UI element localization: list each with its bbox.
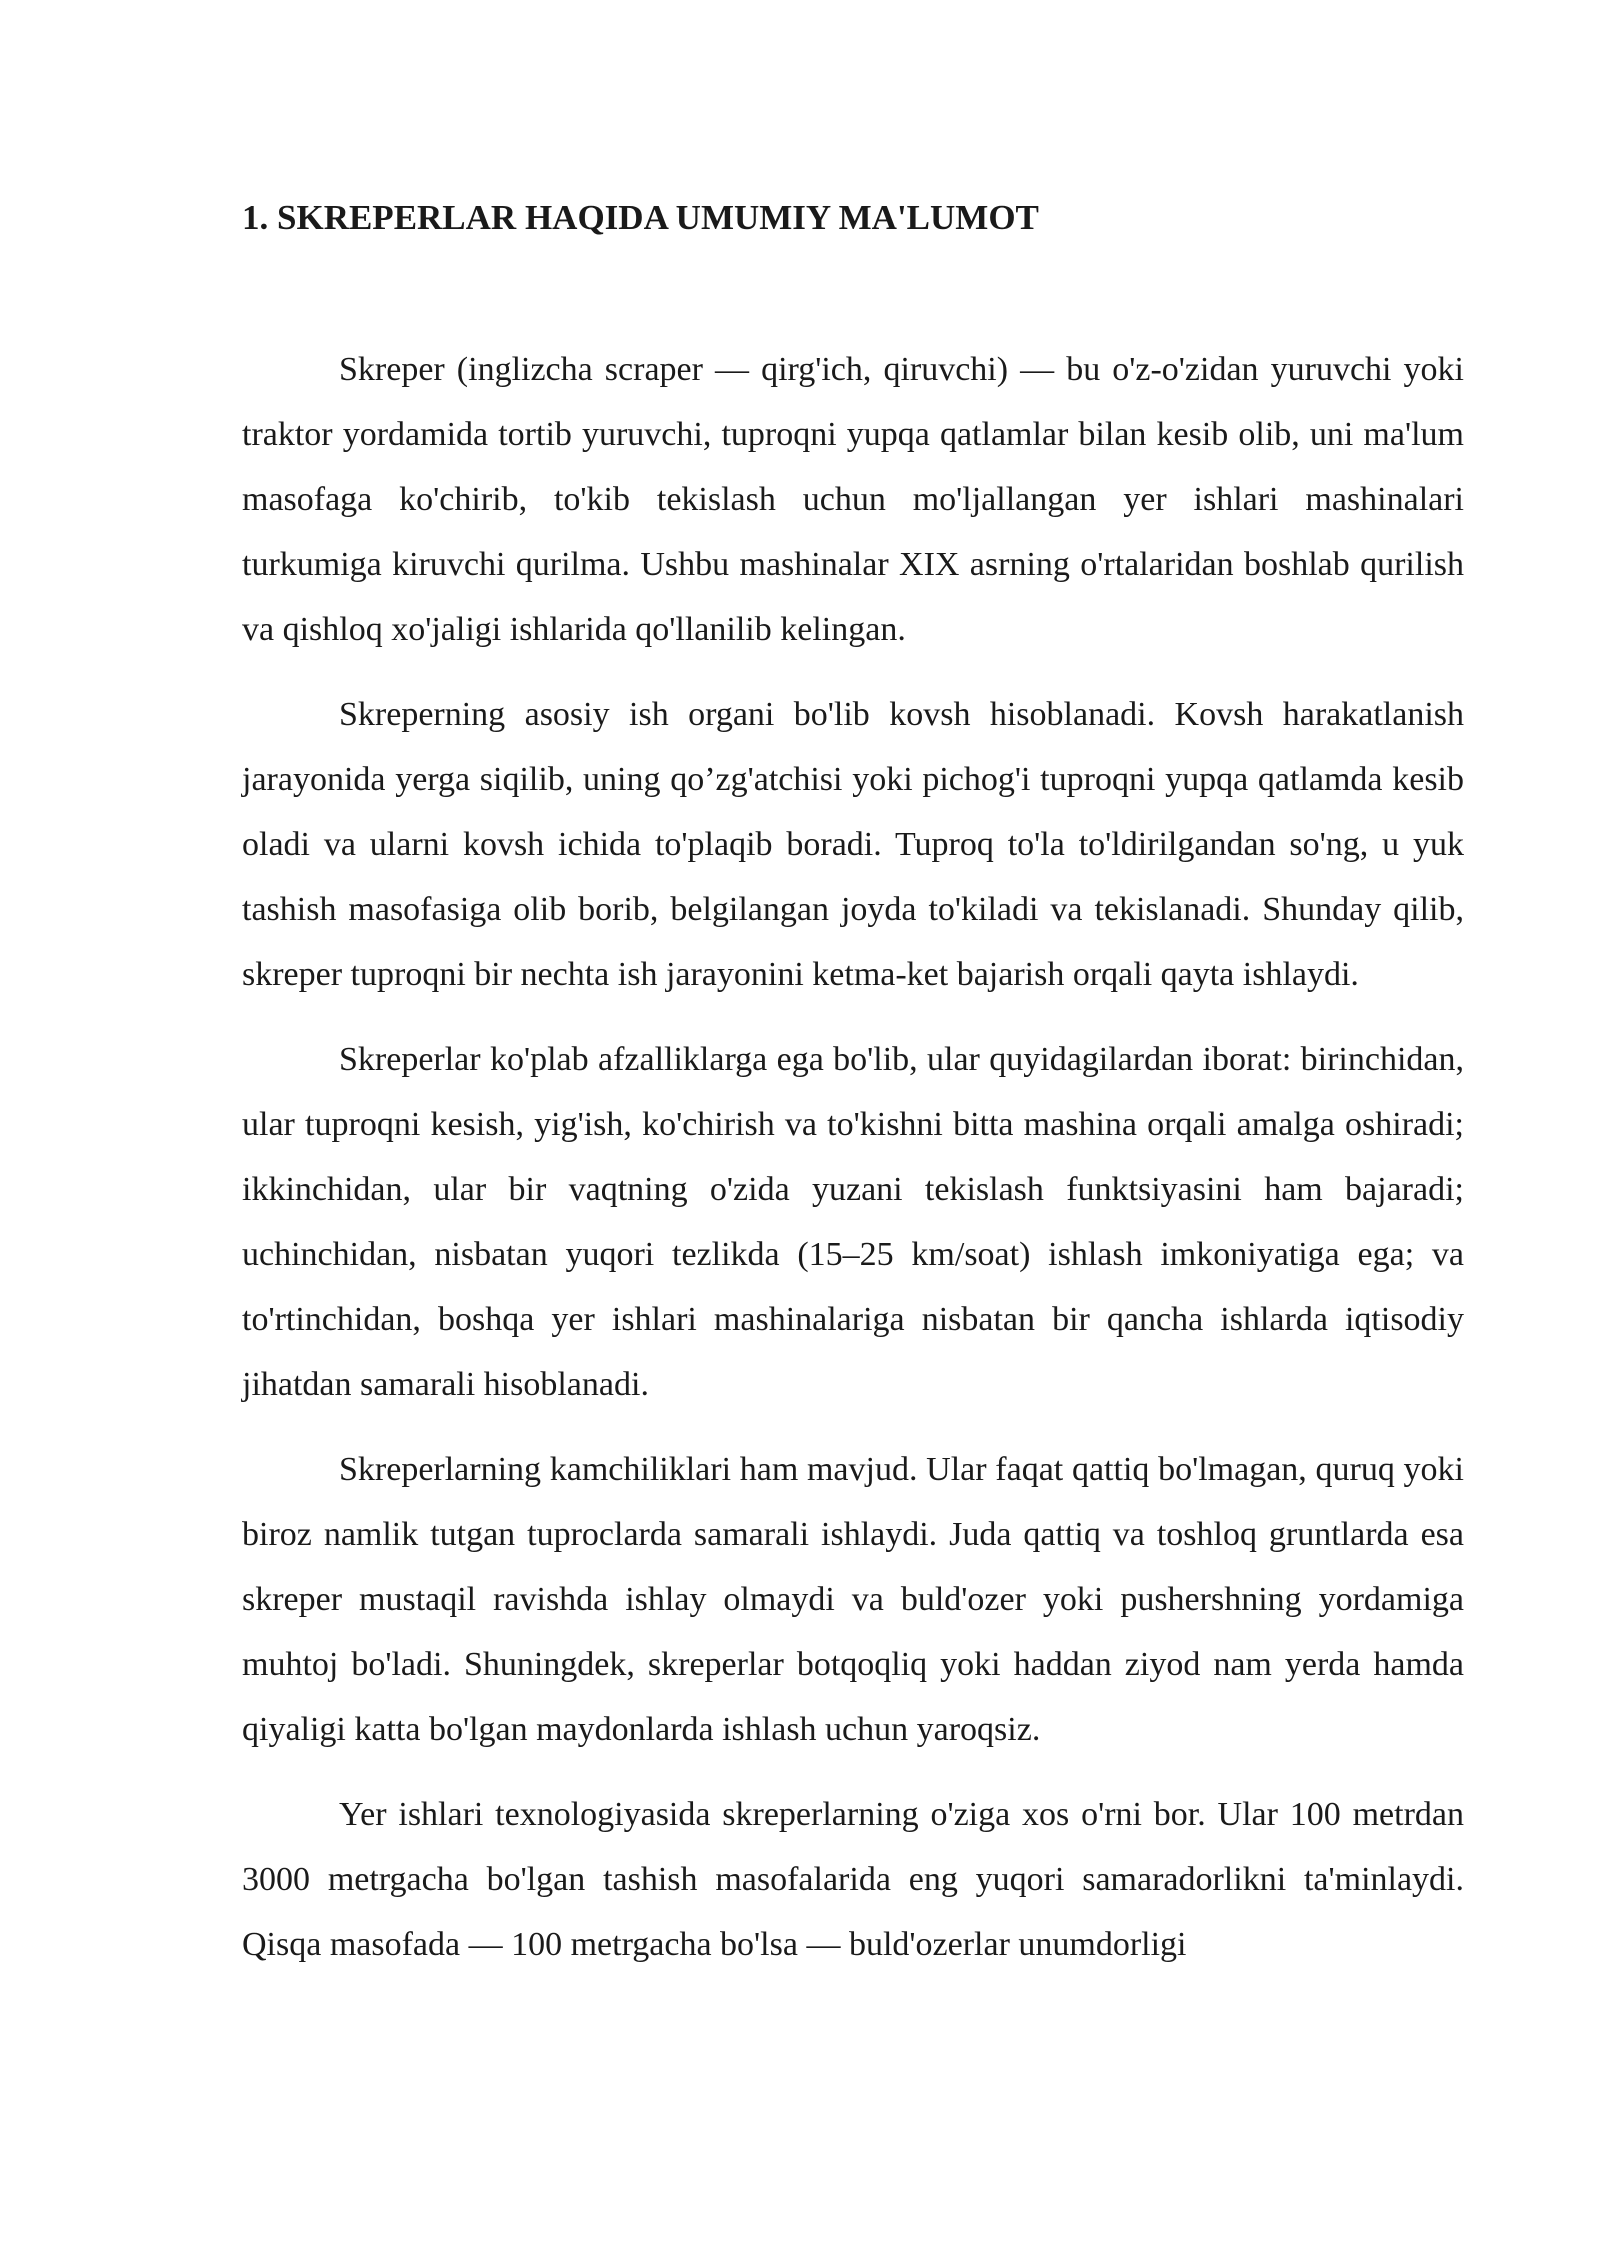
body-text — [242, 337, 1464, 1997]
paragraph: Skreperlarning kamchiliklari ham mavjud. Ular faqat qattiq bo'lmagan, quruq yoki biroz namlik tutgan tuproclarda samarali ishlaydi. Juda qattiq va toshloq gruntlarda esa skreper mustaqil ravishda ishlay olmaydi va buld'ozer yoki pushershning yordamiga muhtoj bo'ladi. Shuningdek, skreperlar botqoqliq yoki haddan ziyod nam yerda hamda qiyaligi katta bo'lgan maydonlarda ishlash uchun yaroqsiz. — [242, 1451, 1464, 1748]
paragraph: Yer ishlari texnologiyasida skreperlarning o'ziga xos o'rni bor. Ular 100 metrdan 3000 metrgacha bo'lgan tashish masofalarida eng yuqori samaradorlikni ta'minlaydi. Qisqa masofada — 100 metrgacha bo'lsa — buld'ozerlar unumdorligi — [242, 1796, 1464, 1963]
section-heading: 1. SKREPERLAR HAQIDA UMUMIY MA'LUMOT — [242, 198, 1039, 237]
paragraph: Skreper (inglizcha scraper — qirg'ich, qiruvchi) — bu o'z-o'zidan yuruvchi yoki traktor yordamida tortib yuruvchi, tuproqni yupqa qatlamlar bilan kesib olib, uni ma'lum masofaga ko'chirib, to'kib tekislash uchun mo'ljallangan yer ishlari mashinalari turkumiga kiruvchi qurilma. Ushbu mashinalar XIX asrning o'rtalaridan boshlab qurilish va qishloq xo'jaligi ishlarida qo'llanilib kelingan. — [242, 351, 1464, 648]
paragraph: Skreperlar ko'plab afzalliklarga ega bo'lib, ular quyidagilardan iborat: birinchidan, ular tuproqni kesish, yig'ish, ko'chirish va to'kishni bitta mashina orqali amalga oshiradi; ikkinchidan, ular bir vaqtning o'zida yuzani tekislash funktsiyasini ham bajaradi; uchinchidan, nisbatan yuqori tezlikda (15–25 km/soat) ishlash imkoniyatiga ega; va to'rtinchidan, boshqa yer ishlari mashinalariga nisbatan bir qancha ishlarda iqtisodiy jihatdan samarali hisoblanadi. — [242, 1041, 1464, 1403]
paragraph: Skreperning asosiy ish organi bo'lib kovsh hisoblanadi. Kovsh harakatlanish jarayonida yerga siqilib, uning qo’zg'atchisi yoki pichog'i tuproqni yupqa qatlamda kesib oladi va ularni kovsh ichida to'plaqib boradi. Tuproq to'la to'ldirilgandan so'ng, u yuk tashish masofasiga olib borib, belgilangan joyda to'kiladi va tekislanadi. Shunday qilib, skreper tuproqni bir nechta ish jarayonini ketma-ket bajarish orqali qayta ishlaydi. — [242, 696, 1464, 993]
